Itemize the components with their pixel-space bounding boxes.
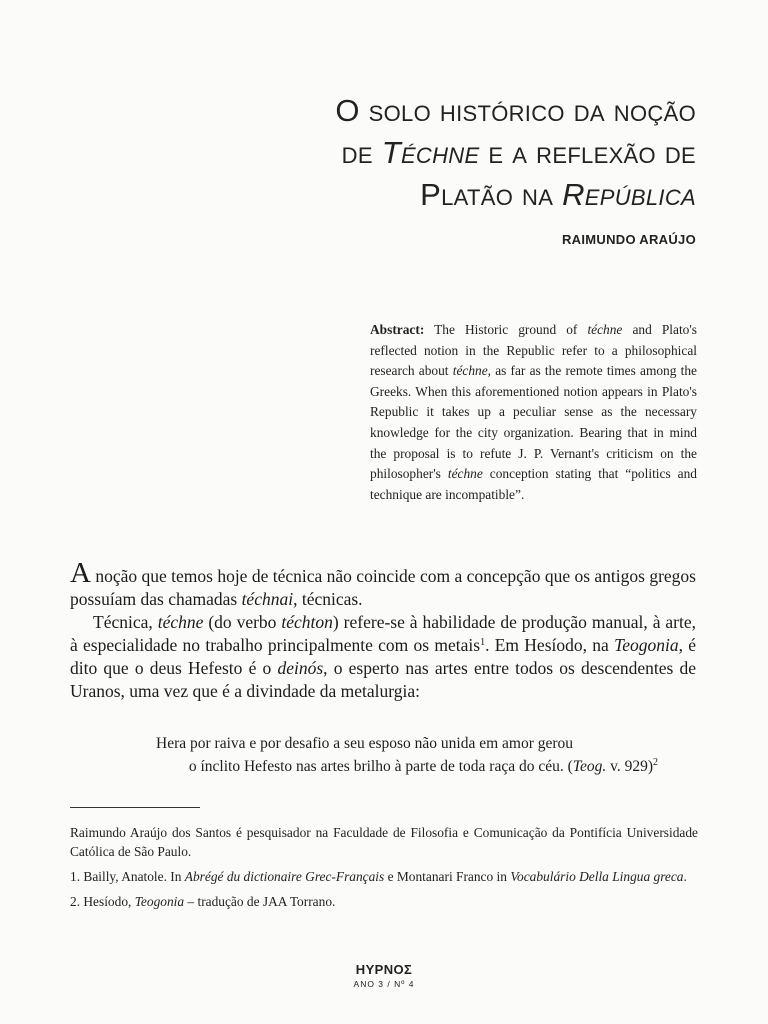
italic-text: téchton <box>281 612 333 632</box>
footnote-1 <box>70 867 698 886</box>
italic-text: Abrégé du dictionaire Grec-Français <box>184 869 385 884</box>
italic-text: Teogonia <box>614 635 679 655</box>
text-run: 2. Hesíodo, <box>70 894 135 909</box>
text-run: (do verbo <box>203 612 282 632</box>
verse-quote <box>108 732 658 778</box>
italic-text: Téchne <box>381 135 480 170</box>
italic-text: Teogonia <box>134 894 185 909</box>
text-run: Raimundo Araújo dos Santos é pesquisador na Faculdade de Filosofia e Comunicação da Pontifícia Universidade Católica de São Paulo. <box>70 825 698 859</box>
footnote-marker: 2 <box>653 757 658 768</box>
text-run: – tradução de JAA Torrano. <box>184 894 336 909</box>
text-run: de <box>341 135 382 170</box>
quote-line-1 <box>108 732 658 755</box>
text-run: o ínclito Hefesto nas artes brilho à parte de toda raça do céu. ( <box>188 758 573 775</box>
abstract-label: Abstract: <box>370 322 425 337</box>
italic-text: téchnai <box>241 589 294 609</box>
italic-text: República <box>562 177 696 212</box>
italic-text: téchne, <box>452 363 492 379</box>
text-run: O solo histórico da noção <box>335 93 696 128</box>
drop-cap: A <box>70 557 91 589</box>
italic-text: Teog. <box>572 758 607 775</box>
italic-text: deinós <box>277 658 324 678</box>
text-run: . Em Hesíodo, na <box>485 635 615 655</box>
author-name: RAIMUNDO ARAÚJO <box>561 232 696 247</box>
footnote-divider <box>70 807 200 808</box>
footnote-author <box>70 823 698 861</box>
text-run: . <box>683 869 687 884</box>
page-footer <box>0 962 768 989</box>
text-run: Técnica, <box>93 612 158 632</box>
text-run: , o esperto nas artes entre todos os descendentes de Uranos, uma vez que é a divindade da metalurgia: <box>70 658 696 701</box>
abstract <box>370 320 697 505</box>
paragraph-2 <box>70 611 696 703</box>
paragraph-1-text <box>70 566 696 609</box>
title-line-2 <box>256 132 696 174</box>
paragraph-1 <box>70 557 696 611</box>
text-run: e Montanari Franco in <box>384 869 511 884</box>
text-run: The Historic ground of <box>424 322 588 337</box>
abstract-text <box>370 322 697 502</box>
text-run: e a reflexão de <box>479 135 696 170</box>
text-run: ) refere-se à habilidade de produção manual, à arte, à especialidade no trabalho principalmente com os metais <box>70 612 697 655</box>
italic-text: Vocabulário Della Lingua greca <box>510 869 684 884</box>
footnote-2 <box>70 892 698 911</box>
text-run: Hera por raiva e por desafio a seu esposo não unida em amor gerou <box>156 735 574 752</box>
title-line-3 <box>256 174 696 216</box>
italic-text: téchne <box>447 466 483 482</box>
title-line-1 <box>256 90 696 132</box>
journal-name: HYPNOΣ <box>355 962 413 977</box>
text-run: , técnicas. <box>293 589 363 609</box>
italic-text: téchne <box>157 612 204 632</box>
quote-line-2 <box>108 755 658 778</box>
italic-text: téchne <box>587 322 623 337</box>
footnote-marker: 1 <box>480 637 486 648</box>
text-run: conception stating that “politics and technique are incompatible”. <box>370 466 697 502</box>
text-run: noção que temos hoje de técnica não coincide com a concepção que os antigos gregos possuíam das chamadas <box>70 566 696 609</box>
text-run: v. 929) <box>606 758 653 775</box>
article-title <box>256 90 696 216</box>
issue-number: ANO 3 / Nº 4 <box>353 979 415 989</box>
text-run: 1. Bailly, Anatole. In <box>70 869 185 884</box>
text-run: and Plato's reflected notion in the Republic refer to a philosophical research about <box>370 322 698 379</box>
text-run: , é dito que o deus Hefesto é o <box>70 635 696 678</box>
text-run: as far as the remote times among the Greeks. When this aforementioned notion appears in Plato's Republic it takes up a peculiar sense as the necessary knowledge for the city organization. Bearing that in mind the proposal is to refute J. P. Vernant's criticism on the philosopher's <box>370 363 697 482</box>
body-text <box>70 557 697 703</box>
text-run: Platão na <box>420 177 563 212</box>
footnotes <box>70 823 698 917</box>
